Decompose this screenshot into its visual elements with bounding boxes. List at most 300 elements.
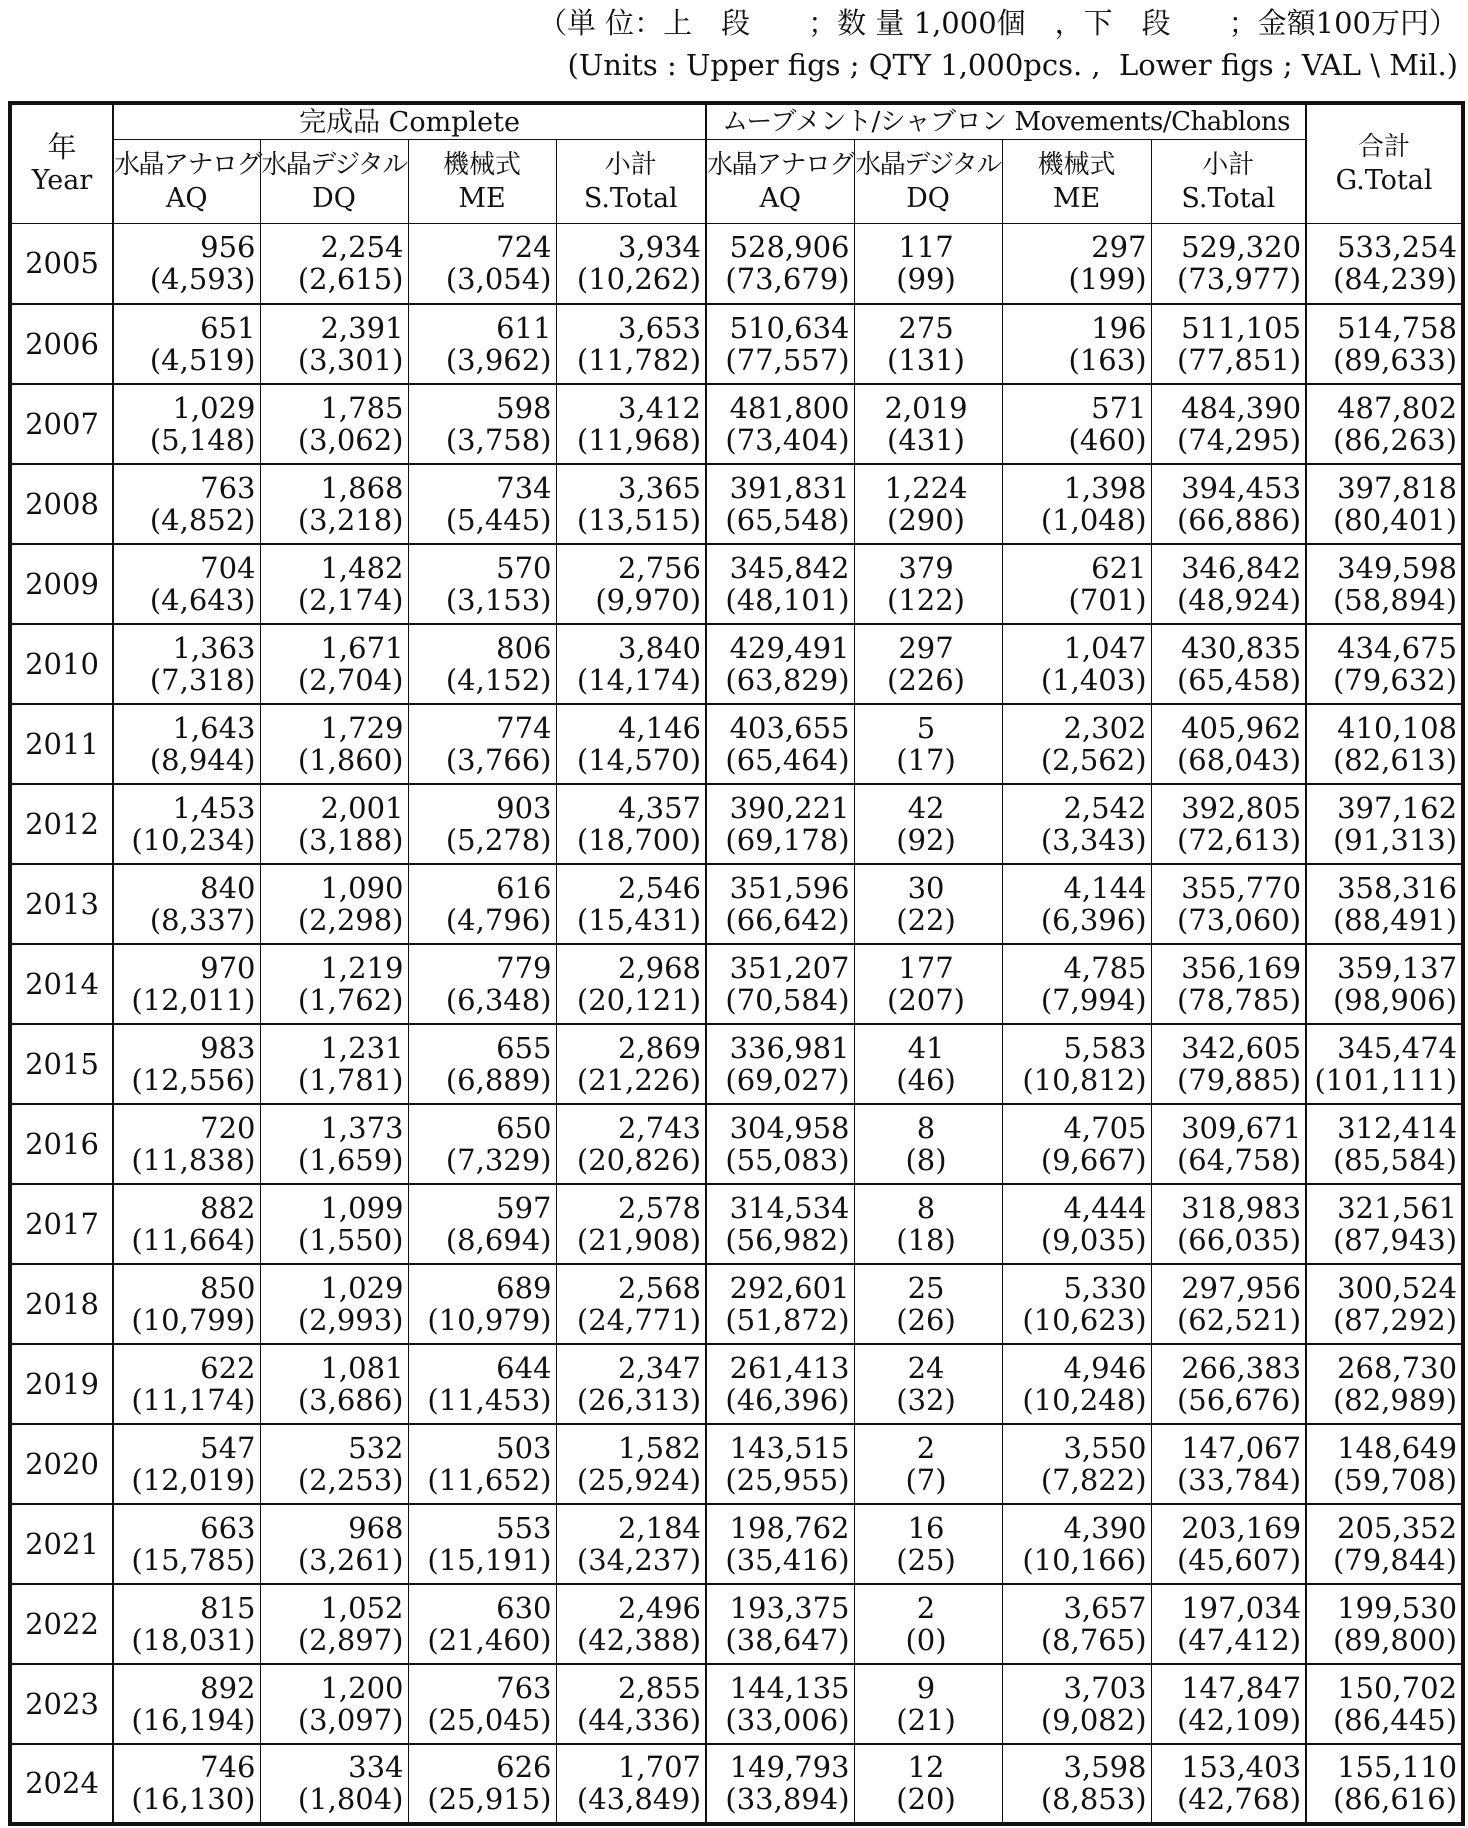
quantity-value: 268,730 <box>1337 1350 1458 1385</box>
amount-value: (70,584) <box>725 982 850 1017</box>
value-cell <box>1002 544 1151 624</box>
table-row <box>10 784 1463 864</box>
movements-group-label: ムーブメント/シャブロン Movements/Chablons <box>722 107 1290 137</box>
value-cell <box>1306 1264 1463 1344</box>
quantity-value: 197,034 <box>1181 1590 1302 1625</box>
quantity-value: 356,169 <box>1181 950 1302 985</box>
year-cell: 2010 <box>10 624 113 704</box>
value-cell <box>1002 384 1151 464</box>
amount-value: (11,968) <box>576 422 702 457</box>
value-cell <box>1306 944 1463 1024</box>
units-note-en: (Units : Upper figs ; QTY 1,000pcs. , Lower figs ; VAL \ Mil.) <box>567 48 1458 82</box>
quantity-value: 644 <box>496 1350 552 1385</box>
quantity-value: 815 <box>200 1590 256 1625</box>
year-cell: 2009 <box>10 544 113 624</box>
value-cell <box>260 1344 408 1424</box>
amount-value: (46) <box>896 1062 956 1097</box>
value-cell <box>706 944 854 1024</box>
quantity-value: 533,254 <box>1337 230 1458 265</box>
amount-value: (2,704) <box>297 662 404 697</box>
table-row <box>10 704 1463 784</box>
amount-value: (1,781) <box>297 1062 404 1097</box>
quantity-value: 2,184 <box>617 1510 702 1545</box>
value-cell <box>408 304 556 384</box>
amount-value: (25,924) <box>576 1462 702 1497</box>
amount-value: (86,616) <box>1332 1782 1458 1816</box>
quantity-value: 529,320 <box>1181 230 1302 265</box>
amount-value: (87,292) <box>1332 1302 1458 1337</box>
value-cell <box>1306 384 1463 464</box>
amount-value: (33,006) <box>725 1702 850 1737</box>
value-cell <box>260 1104 408 1184</box>
value-cell <box>854 624 1002 704</box>
quantity-value: 379 <box>898 550 954 585</box>
value-cell <box>408 1024 556 1104</box>
quantity-value: 397,818 <box>1337 470 1458 505</box>
header-label-jp: 機械式 <box>1037 149 1116 180</box>
amount-value: (7,329) <box>445 1142 552 1177</box>
amount-value: (163) <box>1068 342 1147 377</box>
value-cell <box>854 304 1002 384</box>
complete-me-header <box>408 140 556 224</box>
value-cell <box>408 1744 556 1824</box>
table-header <box>10 103 1463 224</box>
amount-value: (4,152) <box>445 662 552 697</box>
amount-value: (8,944) <box>149 742 256 777</box>
amount-value: (15,191) <box>427 1542 552 1577</box>
amount-value: (73,404) <box>725 422 850 457</box>
quantity-value: 1,029 <box>172 390 256 425</box>
value-cell <box>706 1344 854 1424</box>
amount-value: (18,700) <box>576 822 702 857</box>
value-cell <box>1002 624 1151 704</box>
amount-value: (12,011) <box>131 982 256 1017</box>
amount-value: (88,491) <box>1332 902 1458 937</box>
quantity-value: 4,705 <box>1063 1110 1147 1145</box>
value-cell <box>408 384 556 464</box>
quantity-value: 570 <box>496 550 552 585</box>
quantity-value: 1,219 <box>320 950 404 985</box>
value-cell <box>408 544 556 624</box>
header-label-en: S.Total <box>583 182 678 214</box>
header-label-en: ME <box>458 182 506 214</box>
quantity-value: 1,363 <box>172 630 256 665</box>
amount-value: (2,615) <box>297 262 404 297</box>
quantity-value: 1,029 <box>320 1270 404 1305</box>
amount-value: (92) <box>896 822 956 857</box>
amount-value: (11,652) <box>427 1462 552 1497</box>
quantity-value: 155,110 <box>1337 1750 1458 1784</box>
amount-value: (25) <box>896 1542 956 1577</box>
quantity-value: 196 <box>1091 310 1147 345</box>
quantity-value: 4,946 <box>1063 1350 1147 1385</box>
value-cell <box>556 224 706 304</box>
value-cell <box>556 784 706 864</box>
amount-value: (48,101) <box>725 582 850 617</box>
quantity-value: 532 <box>348 1430 404 1465</box>
quantity-value: 346,842 <box>1181 550 1302 585</box>
quantity-value: 2,019 <box>884 390 968 425</box>
value-cell <box>1002 224 1151 304</box>
quantity-value: 514,758 <box>1337 310 1458 345</box>
quantity-value: 203,169 <box>1181 1510 1302 1545</box>
amount-value: (2,993) <box>297 1302 404 1337</box>
movements-subtotal-header <box>1151 140 1306 224</box>
table-row <box>10 624 1463 704</box>
value-cell <box>113 1024 260 1104</box>
quantity-value: 4,444 <box>1063 1190 1147 1225</box>
amount-value: (10,799) <box>131 1302 256 1337</box>
amount-value: (8,765) <box>1040 1622 1147 1657</box>
amount-value: (7) <box>905 1462 947 1497</box>
amount-value: (1,762) <box>297 982 404 1017</box>
quantity-value: 622 <box>200 1350 256 1385</box>
amount-value: (3,343) <box>1040 822 1147 857</box>
value-cell <box>113 1184 260 1264</box>
value-cell <box>1151 1184 1306 1264</box>
value-cell <box>556 1184 706 1264</box>
amount-value: (3,686) <box>297 1382 404 1417</box>
amount-value: (2,174) <box>297 582 404 617</box>
amount-value: (73,060) <box>1176 902 1302 937</box>
value-cell <box>408 864 556 944</box>
amount-value: (33,784) <box>1176 1462 1302 1497</box>
value-cell <box>408 624 556 704</box>
quantity-value: 345,842 <box>729 550 850 585</box>
value-cell <box>854 784 1002 864</box>
table-row <box>10 544 1463 624</box>
amount-value: (3,153) <box>445 582 552 617</box>
value-cell <box>113 1504 260 1584</box>
value-cell <box>1306 1024 1463 1104</box>
amount-value: (11,453) <box>427 1382 552 1417</box>
quantity-value: 3,703 <box>1063 1670 1147 1705</box>
quantity-value: 358,316 <box>1337 870 1458 905</box>
table-row <box>10 1744 1463 1824</box>
value-cell <box>1002 1504 1151 1584</box>
value-cell <box>1151 1024 1306 1104</box>
value-cell <box>854 1104 1002 1184</box>
quantity-value: 117 <box>898 230 954 265</box>
value-cell <box>260 1744 408 1824</box>
quantity-value: 2,756 <box>617 550 702 585</box>
amount-value: (3,097) <box>297 1702 404 1737</box>
amount-value: (45,607) <box>1176 1542 1302 1577</box>
amount-value: (25,045) <box>427 1702 552 1737</box>
amount-value: (34,237) <box>576 1542 702 1577</box>
quantity-value: 1,090 <box>320 870 404 905</box>
value-cell <box>408 1424 556 1504</box>
amount-value: (74,295) <box>1176 422 1302 457</box>
amount-value: (10,262) <box>576 262 702 297</box>
amount-value: (20) <box>896 1782 956 1816</box>
quantity-value: 720 <box>200 1110 256 1145</box>
table-row <box>10 1504 1463 1584</box>
amount-value: (21,908) <box>576 1222 702 1257</box>
value-cell <box>408 1584 556 1664</box>
amount-value: (1,804) <box>297 1782 404 1816</box>
amount-value: (13,515) <box>576 502 702 537</box>
amount-value: (18) <box>896 1222 956 1257</box>
complete-dq-header <box>260 140 408 224</box>
value-cell <box>408 704 556 784</box>
quantity-value: 147,847 <box>1181 1670 1302 1705</box>
year-cell: 2011 <box>10 704 113 784</box>
value-cell <box>408 944 556 1024</box>
quantity-value: 4,357 <box>617 790 702 825</box>
quantity-value: 292,601 <box>729 1270 850 1305</box>
amount-value: (6,348) <box>445 982 552 1017</box>
amount-value: (69,178) <box>725 822 850 857</box>
amount-value: (35,416) <box>725 1542 850 1577</box>
amount-value: (5,148) <box>149 422 256 457</box>
year-cell: 2023 <box>10 1664 113 1744</box>
quantity-value: 724 <box>496 230 552 265</box>
quantity-value: 391,831 <box>729 470 850 505</box>
value-cell <box>854 864 1002 944</box>
value-cell <box>1002 1184 1151 1264</box>
amount-value: (5,278) <box>445 822 552 857</box>
value-cell <box>260 944 408 1024</box>
quantity-value: 300,524 <box>1337 1270 1458 1305</box>
amount-value: (26,313) <box>576 1382 702 1417</box>
grand-total-header <box>1306 103 1463 224</box>
value-cell <box>1151 1424 1306 1504</box>
value-cell <box>1002 1344 1151 1424</box>
amount-value: (89,633) <box>1332 342 1458 377</box>
value-cell <box>113 544 260 624</box>
quantity-value: 2,496 <box>617 1590 702 1625</box>
quantity-value: 840 <box>200 870 256 905</box>
amount-value: (65,464) <box>725 742 850 777</box>
quantity-value: 2 <box>916 1590 936 1625</box>
amount-value: (21,460) <box>427 1622 552 1657</box>
quantity-value: 297,956 <box>1181 1270 1302 1305</box>
quantity-value: 359,137 <box>1337 950 1458 985</box>
value-cell <box>1151 1344 1306 1424</box>
header-label-jp: 水晶デジタル <box>855 149 1001 180</box>
value-cell <box>556 1424 706 1504</box>
value-cell <box>556 1264 706 1344</box>
value-cell <box>260 1264 408 1344</box>
value-cell <box>408 464 556 544</box>
value-cell <box>260 784 408 864</box>
year-cell: 2005 <box>10 224 113 304</box>
quantity-value: 434,675 <box>1337 630 1458 665</box>
value-cell <box>408 224 556 304</box>
amount-value: (7,994) <box>1040 982 1147 1017</box>
quantity-value: 806 <box>496 630 552 665</box>
value-cell <box>1002 1024 1151 1104</box>
amount-value: (68,043) <box>1176 742 1302 777</box>
quantity-value: 266,383 <box>1181 1350 1302 1385</box>
value-cell <box>706 544 854 624</box>
quantity-value: 616 <box>496 870 552 905</box>
value-cell <box>113 1584 260 1664</box>
value-cell <box>113 1664 260 1744</box>
amount-value: (86,263) <box>1332 422 1458 457</box>
amount-value: (2,897) <box>297 1622 404 1657</box>
quantity-value: 3,412 <box>617 390 702 425</box>
quantity-value: 392,805 <box>1181 790 1302 825</box>
year-cell: 2019 <box>10 1344 113 1424</box>
movements-aq-header <box>706 140 854 224</box>
year-cell: 2015 <box>10 1024 113 1104</box>
quantity-value: 2,869 <box>617 1030 702 1065</box>
year-cell: 2017 <box>10 1184 113 1264</box>
complete-group-header <box>113 103 706 140</box>
quantity-value: 983 <box>200 1030 256 1065</box>
value-cell <box>1151 464 1306 544</box>
value-cell <box>706 1584 854 1664</box>
quantity-value: 8 <box>916 1190 936 1225</box>
header-label-jp: 水晶デジタル <box>261 149 407 180</box>
quantity-value: 2,968 <box>617 950 702 985</box>
amount-value: (72,613) <box>1176 822 1302 857</box>
amount-value: (73,679) <box>725 262 850 297</box>
header-label-en: AQ <box>165 182 208 214</box>
quantity-value: 2,743 <box>617 1110 702 1145</box>
table-row <box>10 224 1463 304</box>
quantity-value: 193,375 <box>729 1590 850 1625</box>
quantity-value: 41 <box>907 1030 945 1065</box>
header-label-en: DQ <box>312 182 356 214</box>
amount-value: (7,822) <box>1040 1462 1147 1497</box>
value-cell <box>1002 464 1151 544</box>
amount-value: (3,218) <box>297 502 404 537</box>
quantity-value: 5 <box>916 710 936 745</box>
value-cell <box>260 1664 408 1744</box>
value-cell <box>1002 704 1151 784</box>
value-cell <box>1151 1744 1306 1824</box>
quantity-value: 4,390 <box>1063 1510 1147 1545</box>
year-cell: 2014 <box>10 944 113 1024</box>
amount-value: (33,894) <box>725 1782 850 1816</box>
header-label-jp: 機械式 <box>442 149 521 180</box>
value-cell <box>706 864 854 944</box>
quantity-value: 2,568 <box>617 1270 702 1305</box>
quantity-value: 663 <box>200 1510 256 1545</box>
value-cell <box>113 864 260 944</box>
quantity-value: 304,958 <box>729 1110 850 1145</box>
amount-value: (15,785) <box>131 1542 256 1577</box>
quantity-value: 1,868 <box>320 470 404 505</box>
amount-value: (66,035) <box>1176 1222 1302 1257</box>
value-cell <box>1002 864 1151 944</box>
quantity-value: 297 <box>898 630 954 665</box>
movements-dq-header <box>854 140 1002 224</box>
amount-value: (20,121) <box>576 982 702 1017</box>
quantity-value: 410,108 <box>1337 710 1458 745</box>
amount-value: (99) <box>896 262 956 297</box>
amount-value: (11,664) <box>131 1222 256 1257</box>
amount-value: (63,829) <box>725 662 850 697</box>
year-cell: 2020 <box>10 1424 113 1504</box>
value-cell <box>706 784 854 864</box>
quantity-value: 1,224 <box>884 470 968 505</box>
value-cell <box>113 1104 260 1184</box>
amount-value: (431) <box>887 422 965 457</box>
quantity-value: 1,643 <box>172 710 256 745</box>
amount-value: (8) <box>905 1142 947 1177</box>
value-cell <box>706 704 854 784</box>
quantity-value: 321,561 <box>1337 1190 1458 1225</box>
amount-value: (58,894) <box>1332 582 1458 617</box>
complete-group-label: 完成品 Complete <box>299 106 520 138</box>
value-cell <box>113 1744 260 1824</box>
quantity-value: 5,583 <box>1063 1030 1147 1065</box>
units-note <box>538 2 1458 86</box>
quantity-value: 553 <box>496 1510 552 1545</box>
movements-me-header <box>1002 140 1151 224</box>
amount-value: (131) <box>887 342 965 377</box>
value-cell <box>556 704 706 784</box>
complete-aq-header <box>113 140 260 224</box>
value-cell <box>1306 1424 1463 1504</box>
value-cell <box>113 624 260 704</box>
quantity-value: 1,200 <box>320 1670 404 1705</box>
amount-value: (18,031) <box>131 1622 256 1657</box>
quantity-value: 3,598 <box>1063 1750 1147 1784</box>
quantity-value: 1,052 <box>320 1590 404 1625</box>
year-cell: 2007 <box>10 384 113 464</box>
amount-value: (5,445) <box>445 502 552 537</box>
amount-value: (4,796) <box>445 902 552 937</box>
amount-value: (16,194) <box>131 1702 256 1737</box>
quantity-value: 148,649 <box>1337 1430 1458 1465</box>
quantity-value: 484,390 <box>1181 390 1302 425</box>
quantity-value: 3,657 <box>1063 1590 1147 1625</box>
amount-value: (43,849) <box>576 1782 702 1816</box>
amount-value: (77,557) <box>725 342 850 377</box>
value-cell <box>556 864 706 944</box>
amount-value: (73,977) <box>1176 262 1302 297</box>
quantity-value: 390,221 <box>729 790 850 825</box>
value-cell <box>1151 1104 1306 1184</box>
table-row <box>10 1424 1463 1504</box>
value-cell <box>1306 544 1463 624</box>
value-cell <box>1151 384 1306 464</box>
value-cell <box>1151 1504 1306 1584</box>
value-cell <box>260 1504 408 1584</box>
quantity-value: 650 <box>496 1110 552 1145</box>
value-cell <box>1151 784 1306 864</box>
value-cell <box>706 384 854 464</box>
quantity-value: 3,365 <box>617 470 702 505</box>
year-header-en: Year <box>31 165 93 196</box>
amount-value: (48,924) <box>1176 582 1302 617</box>
quantity-value: 30 <box>907 870 945 905</box>
value-cell <box>1306 224 1463 304</box>
value-cell <box>854 464 1002 544</box>
quantity-value: 626 <box>496 1750 552 1784</box>
value-cell <box>260 1584 408 1664</box>
value-cell <box>556 1504 706 1584</box>
quantity-value: 1,707 <box>617 1750 702 1784</box>
value-cell <box>260 224 408 304</box>
amount-value: (3,062) <box>297 422 404 457</box>
value-cell <box>854 1584 1002 1664</box>
amount-value: (77,851) <box>1176 342 1302 377</box>
quantity-value: 1,099 <box>320 1190 404 1225</box>
quantity-value: 16 <box>907 1510 945 1545</box>
header-label-jp: 水晶アナログ <box>114 149 262 180</box>
amount-value: (32) <box>896 1382 956 1417</box>
quantity-value: 2,578 <box>617 1190 702 1225</box>
quantity-value: 511,105 <box>1181 310 1302 345</box>
amount-value: (16,130) <box>131 1782 256 1816</box>
value-cell <box>556 544 706 624</box>
